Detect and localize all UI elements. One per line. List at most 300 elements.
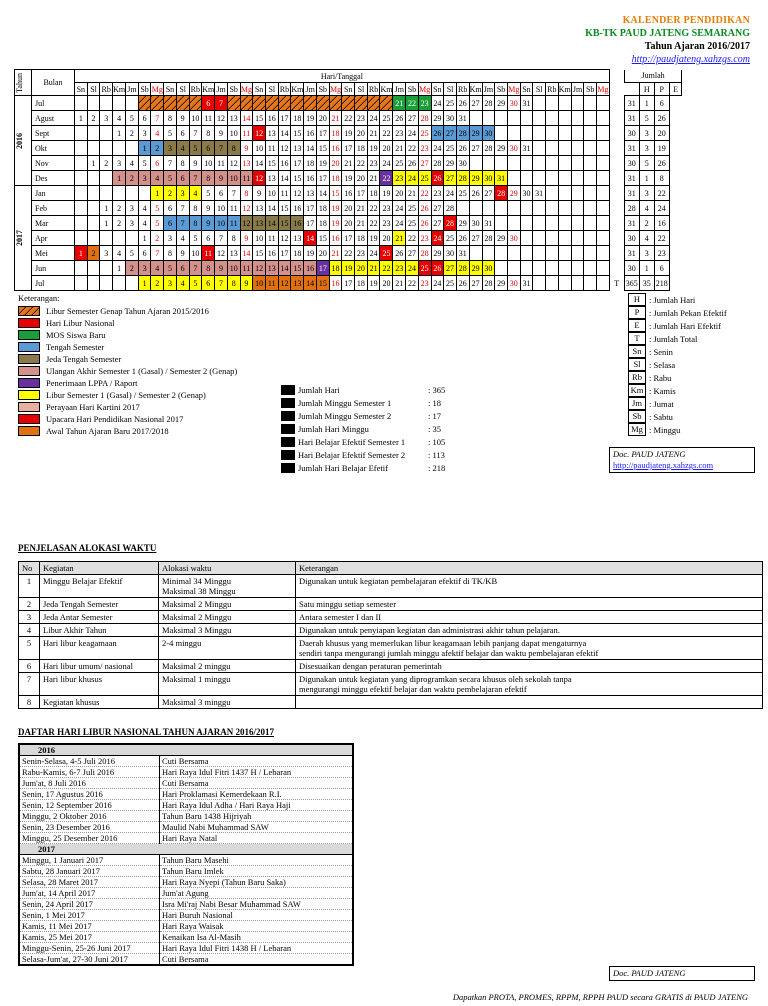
day-cell: 25 [393,156,406,171]
day-head: Sb [584,83,597,96]
day-cell: 17 [291,156,304,171]
day-head: Rb [458,84,468,94]
day-cell: 24 [406,261,419,276]
day-cell: 18 [329,261,342,276]
day-cell: 2 [113,216,126,231]
day-cell [571,126,584,141]
libur-row [19,855,353,866]
day-cell [558,261,571,276]
day-cell: 22 [406,96,419,111]
day-cell: 29 [507,186,520,201]
libur-desc: Hari Raya Idul Fitri 1438 H / Lebaran [160,943,354,954]
day-cell: 25 [406,216,419,231]
day-cell: 17 [304,216,317,231]
day-cell [533,216,546,231]
day-cell: 20 [317,246,330,261]
libur-row [19,921,353,932]
day-cell: 2 [126,126,139,141]
stats-list [281,383,458,474]
day-cell: 7 [176,201,189,216]
month-total: 24 [654,201,669,216]
day-cell [558,246,571,261]
day-cell: 3 [138,261,151,276]
stat-row [281,461,458,474]
legend-label: Penerimaan LPPA / Raport [46,378,138,388]
abbr-value: : Rabu [649,372,672,383]
stat-swatch [281,385,295,395]
libur-desc: Kenaikan Isa Al-Masih [160,932,354,943]
day-cell [495,261,508,276]
day-cell: 26 [431,261,444,276]
day-cell: 26 [418,216,431,231]
day-cell: 31 [520,276,533,291]
day-cell: 18 [355,231,368,246]
day-cell: 25 [418,261,431,276]
day-cell: 29 [495,96,508,111]
day-cell: 14 [265,201,278,216]
day-cell: 11 [240,126,253,141]
day-cell: 15 [265,156,278,171]
day-cell: 9 [189,156,202,171]
day-cell: 8 [189,216,202,231]
day-cell: 2 [126,171,139,186]
day-cell: 5 [151,216,164,231]
libur-date: Senin-Selasa, 4-5 Juli 2016 [19,756,160,767]
month-total: 3 [639,186,654,201]
day-cell: 14 [304,231,317,246]
alokasi-head: No [19,562,40,575]
day-cell [571,261,584,276]
day-cell: 9 [240,141,253,156]
day-cell: 27 [469,231,482,246]
abbr-key: Sb [628,410,646,423]
alokasi-cell: Hari libur keagamaan [40,637,159,660]
day-cell: 25 [418,126,431,141]
day-cell [151,96,164,111]
day-cell [469,156,482,171]
day-cell: 9 [176,246,189,261]
alokasi-cell: Maksimal 3 minggu [159,696,296,709]
libur-row [19,866,353,877]
day-cell: 14 [265,216,278,231]
day-cell: 25 [444,231,457,246]
day-cell: 7 [164,156,177,171]
month-row [15,156,682,171]
abbr-key: P [628,306,646,319]
day-cell [584,96,597,111]
day-cell [584,186,597,201]
abbr-row [628,319,727,332]
day-cell: 11 [202,111,215,126]
stat-label: Jumlah Minggu Semester 2 [298,410,392,421]
alokasi-cell: Minggu Belajar Efektif [40,575,159,598]
libur-date: Senin, 24 April 2017 [19,899,160,910]
abbr-value: : Jumlah Pekan Efektif [649,307,727,318]
day-cell: 14 [304,276,317,291]
stat-value: : 17 [428,410,441,421]
day-cell: 14 [278,261,291,276]
day-cell: 17 [278,111,291,126]
day-cell [507,111,520,126]
total-label: T [614,278,620,288]
day-cell: 22 [367,201,380,216]
alokasi-head: Alokasi waktu [159,562,296,575]
day-cell [507,261,520,276]
day-cell: 1 [138,276,151,291]
alokasi-cell: 2-4 minggu [159,637,296,660]
libur-row [19,910,353,921]
day-cell: 7 [189,126,202,141]
day-cell: 21 [367,171,380,186]
day-cell [75,96,88,111]
legend-item [18,413,237,425]
day-cell [507,156,520,171]
day-cell: 5 [189,276,202,291]
day-cell [597,186,610,201]
stat-row [281,409,458,422]
day-cell: 8 [227,141,240,156]
day-cell: 17 [317,171,330,186]
day-cell [546,216,559,231]
day-cell: 24 [406,171,419,186]
day-cell: 8 [176,156,189,171]
doc-link[interactable]: http://paudjateng.xahzgs.com [613,460,714,470]
day-cell [558,201,571,216]
day-cell: 17 [342,231,355,246]
day-cell [520,201,533,216]
day-cell [533,111,546,126]
day-cell: 4 [176,231,189,246]
day-head: Rb [190,84,201,94]
day-cell: 6 [176,171,189,186]
alokasi-cell: Maksimal 1 minggu [159,673,296,696]
abbr-value: : Senin [649,346,673,357]
day-cell [495,246,508,261]
day-cell: 18 [329,126,342,141]
legend-label: Tengah Semester [46,342,105,352]
day-cell: 14 [278,171,291,186]
day-cell [520,126,533,141]
stat-swatch [281,411,295,421]
year-2016: 2016 [15,96,32,186]
day-cell [558,96,571,111]
alokasi-cell: Hari libur umum/ nasional [40,660,159,673]
alokasi-row [19,696,763,709]
month-total: 30 [624,231,639,246]
day-cell: 27 [431,201,444,216]
day-cell [87,276,100,291]
day-head: Sb [406,83,419,96]
day-cell: 3 [126,216,139,231]
legend-swatch [18,414,40,424]
legend-item [18,341,237,353]
day-cell: 3 [138,171,151,186]
day-cell: 17 [342,276,355,291]
day-cell [520,171,533,186]
day-cell [87,171,100,186]
day-cell: 15 [291,126,304,141]
month-total: 6 [654,261,669,276]
day-cell: 9 [240,276,253,291]
day-cell: 28 [482,276,495,291]
day-cell: 23 [393,261,406,276]
libur-desc: Cuti Bersama [160,778,354,789]
day-head: Jm [127,84,137,94]
day-cell: 12 [253,261,266,276]
month-total: 31 [624,186,639,201]
day-cell [533,276,546,291]
day-cell: 20 [380,276,393,291]
alokasi-cell: 6 [19,660,40,673]
libur-desc: Jum'at Agung [160,888,354,899]
day-cell: 12 [215,111,228,126]
day-cell: 3 [138,126,151,141]
legend-item [18,377,237,389]
legend-label: Jeda Tengah Semester [46,354,122,364]
day-cell: 4 [113,246,126,261]
stat-swatch [281,450,295,460]
day-cell [571,96,584,111]
libur-date: Senin, 23 Desember 2016 [19,822,160,833]
day-cell: 7 [189,261,202,276]
month-total: 5 [639,111,654,126]
day-cell [584,126,597,141]
day-cell [482,201,495,216]
day-cell [584,231,597,246]
day-cell: 29 [495,276,508,291]
libur-date: Kamis, 11 Mei 2017 [19,921,160,932]
day-cell: 23 [418,231,431,246]
day-cell: 19 [380,186,393,201]
legend-swatch [18,426,40,436]
day-cell [597,111,610,126]
month-name: Des [32,171,75,186]
month-total: 35 [639,276,654,291]
stat-swatch [281,424,295,434]
day-cell: 24 [431,276,444,291]
day-head: Km [291,84,304,94]
day-cell: 15 [253,111,266,126]
day-cell: 2 [151,141,164,156]
stat-label: Hari Belajar Efektif Semester 1 [298,436,406,447]
day-cell: 9 [253,186,266,201]
day-cell: 13 [291,141,304,156]
day-cell: 21 [342,156,355,171]
day-cell: 6 [176,126,189,141]
day-cell: 26 [431,171,444,186]
day-cell [571,216,584,231]
day-cell: 31 [520,141,533,156]
day-cell: 14 [304,141,317,156]
day-cell [597,171,610,186]
day-cell: 2 [126,261,139,276]
abbr-row [628,371,727,384]
alokasi-cell: Maksimal 2 minggu [159,660,296,673]
day-cell: 6 [202,231,215,246]
stat-value: : 18 [428,397,441,408]
day-cell [533,231,546,246]
libur-desc: Hari Raya Nyepi (Tahun Baru Saka) [160,877,354,888]
day-cell: 18 [291,111,304,126]
page-subtitle: KB-TK PAUD JATENG SEMARANG [585,28,750,39]
day-cell: 12 [291,186,304,201]
day-cell: 16 [291,201,304,216]
day-cell [584,201,597,216]
day-cell [100,261,113,276]
day-cell: 29 [469,171,482,186]
day-cell [126,186,139,201]
month-row [15,171,682,186]
libur-row [19,899,353,910]
day-cell [469,111,482,126]
month-row [15,261,682,276]
day-cell: 6 [202,276,215,291]
day-cell: 23 [367,156,380,171]
day-cell: 11 [265,231,278,246]
alokasi-cell: 8 [19,696,40,709]
day-cell: 26 [469,186,482,201]
day-cell [75,126,88,141]
title-block [585,14,750,66]
day-head: Sl [176,83,189,96]
day-cell: 20 [355,126,368,141]
day-cell: 6 [202,141,215,156]
day-cell: 13 [253,216,266,231]
day-cell [113,231,126,246]
header-link[interactable]: http://paudjateng.xahzgs.com [631,54,750,65]
abbr-value: : Jumlah Hari Efektif [649,320,721,331]
month-total: 19 [654,141,669,156]
day-cell: 25 [444,276,457,291]
day-cell: 8 [202,126,215,141]
day-cell: 10 [215,201,228,216]
libur-desc: Maulid Nabi Muhammad SAW [160,822,354,833]
day-cell: 1 [138,231,151,246]
stat-label: Jumlah Hari Belajar Efetif [298,462,388,473]
day-cell [533,171,546,186]
day-cell: 18 [317,216,330,231]
day-head: Rb [279,84,290,94]
day-cell: 27 [469,141,482,156]
day-cell: 27 [444,261,457,276]
day-cell: 28 [418,111,431,126]
day-cell [253,96,266,111]
day-cell: 9 [240,231,253,246]
legend-label: Hari Libur Nasional [46,318,115,328]
month-total: 2 [639,216,654,231]
doc-name: Doc. PAUD JATENG [613,449,686,459]
day-cell: 23 [418,276,431,291]
day-head: Sb [495,83,508,96]
alokasi-cell: Maksimal 3 Minggu [159,624,296,637]
libur-row [19,932,353,943]
libur-row [19,822,353,833]
day-cell: 25 [406,201,419,216]
day-cell: 20 [342,201,355,216]
day-cell: 3 [164,276,177,291]
libur-desc: Hari Proklamasi Kemerdekaan R.I. [160,789,354,800]
day-cell [278,96,291,111]
day-cell [495,156,508,171]
day-cell: 31 [533,186,546,201]
doc-box-bottom [609,966,755,981]
day-cell: 24 [444,186,457,201]
day-cell: 8 [164,111,177,126]
day-cell: 16 [265,246,278,261]
footer-note: Dapatkan PROTA, PROMES, RPPM, RPPH PAUD secara GRATIS di PAUD JATENG [452,992,748,1002]
legend-item [18,317,237,329]
libur-row [19,756,353,767]
day-cell [558,171,571,186]
abbr-row [628,293,727,306]
day-cell: 29 [456,216,469,231]
day-head: Sb [317,83,330,96]
legend-item [18,305,237,317]
abbr-value: : Sabtu [649,411,673,422]
day-head: Jm [572,84,583,94]
day-cell: 9 [215,126,228,141]
month-total: 31 [624,111,639,126]
day-cell: 22 [342,246,355,261]
libur-year-2016: 2016 [19,744,353,756]
day-cell: 12 [227,156,240,171]
day-cell: 30 [507,231,520,246]
abbr-row [628,306,727,319]
day-cell [597,216,610,231]
month-name: Feb [32,201,75,216]
day-cell: 28 [495,186,508,201]
day-cell [87,261,100,276]
libur-desc: Isra Mi'raj Nabi Besar Muhammad SAW [160,899,354,910]
day-cell: 7 [189,171,202,186]
day-cell [227,96,240,111]
day-cell [113,96,126,111]
col-tahun: Tahun [15,70,32,96]
month-total: 6 [654,96,669,111]
day-cell: 24 [367,111,380,126]
day-cell: 17 [278,246,291,261]
libur-row [19,888,353,899]
day-cell: 16 [304,171,317,186]
day-cell: 30 [507,141,520,156]
day-cell: 20 [393,186,406,201]
tot-head: P [654,83,669,96]
day-cell: 31 [456,246,469,261]
month-total: 22 [654,231,669,246]
libur-desc: Hari Raya Idul Adha / Hari Raya Haji [160,800,354,811]
day-cell: 21 [393,231,406,246]
month-total: 31 [624,96,639,111]
day-cell [469,246,482,261]
day-cell [546,171,559,186]
day-cell [584,246,597,261]
day-cell: 3 [176,186,189,201]
day-cell [507,216,520,231]
day-cell [100,171,113,186]
day-cell: 15 [291,171,304,186]
alokasi-cell: Antara semester I dan II [296,611,763,624]
day-cell: 5 [164,126,177,141]
day-cell: 16 [329,231,342,246]
stat-row [281,422,458,435]
day-head: Jm [483,84,494,94]
day-cell: 4 [176,141,189,156]
day-cell [546,261,559,276]
day-cell: 24 [393,216,406,231]
stat-row [281,396,458,409]
day-cell: 10 [253,276,266,291]
day-cell: 24 [431,141,444,156]
